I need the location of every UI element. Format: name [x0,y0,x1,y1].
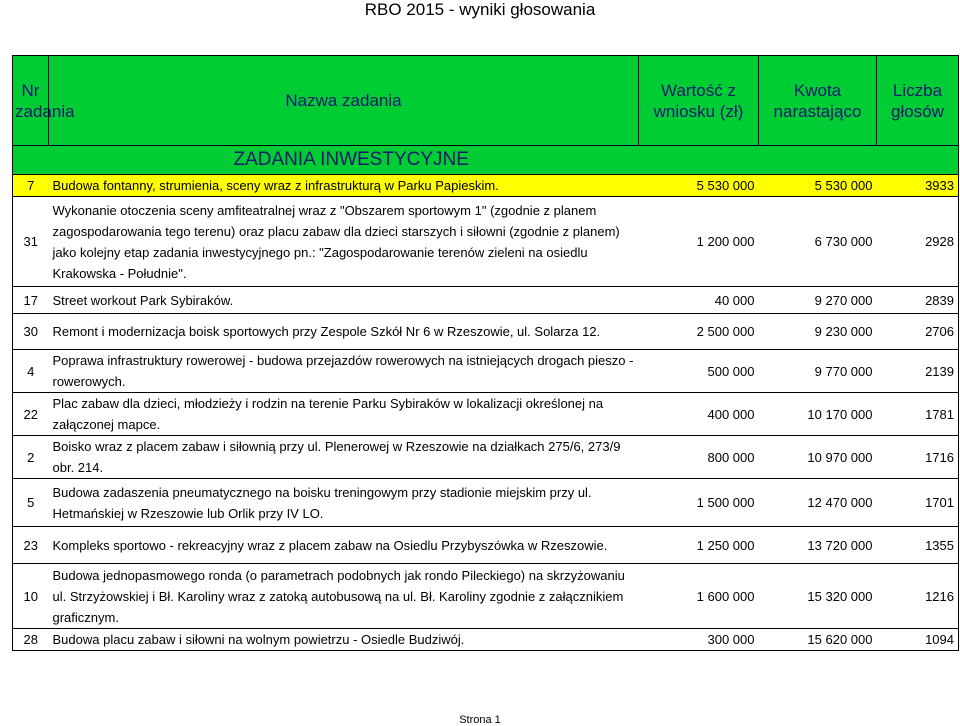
page-footer: Strona 1 [459,714,501,726]
task-value: 500 000 [639,350,759,393]
task-name: Budowa placu zabaw i siłowni na wolnym powietrzu - Osiedle Budziwój. [49,629,639,651]
header-cumulative: Kwota narastająco [759,56,877,146]
task-votes: 3933 [877,175,959,197]
task-votes: 1216 [877,564,959,629]
task-number: 7 [13,175,49,197]
task-name: Boisko wraz z placem zabaw i siłownią przy ul. Plenerowej w Rzeszowie na działkach 275/6, 273/9 obr. 214. [49,436,639,479]
table-row [13,393,959,436]
table-row [13,527,959,564]
task-votes: 1355 [877,527,959,564]
task-number: 4 [13,350,49,393]
task-number: 5 [13,479,49,527]
task-cumulative: 6 730 000 [759,197,877,287]
task-name: Kompleks sportowo - rekreacyjny wraz z placem zabaw na Osiedlu Przybyszówka w Rzeszowie. [49,527,639,564]
task-votes: 2706 [877,314,959,350]
task-name: Wykonanie otoczenia sceny amfiteatralnej wraz z "Obszarem sportowym 1" (zgodnie z planem zagospodarowania tego terenu) oraz placu zabaw dla dzieci starszych i siłowni (zgodnie z planem) jako kolejny etap zadania inwestycyjnego pn.: "Zagospodarowanie terenów zieleni na osiedlu Krakowska - Południe". [49,197,639,287]
task-value: 5 530 000 [639,175,759,197]
task-cumulative: 10 970 000 [759,436,877,479]
task-cumulative: 10 170 000 [759,393,877,436]
table-row [13,564,959,629]
table-row [13,479,959,527]
task-number: 10 [13,564,49,629]
task-value: 2 500 000 [639,314,759,350]
task-number: 17 [13,287,49,314]
header-nr: Nr zadania [13,56,49,146]
header-votes: Liczba głosów [877,56,959,146]
task-votes: 2839 [877,287,959,314]
task-cumulative: 9 770 000 [759,350,877,393]
task-votes: 2139 [877,350,959,393]
task-votes: 2928 [877,197,959,287]
task-votes: 1701 [877,479,959,527]
task-name: Budowa zadaszenia pneumatycznego na boisku treningowym przy stadionie miejskim przy ul. Hetmańskiej w Rzeszowie lub Orlik przy IV LO. [49,479,639,527]
task-name: Poprawa infrastruktury rowerowej - budowa przejazdów rowerowych na istniejących drogach pieszo - rowerowych. [49,350,639,393]
header-name: Nazwa zadania [49,56,639,146]
task-value: 300 000 [639,629,759,651]
task-number: 30 [13,314,49,350]
task-number: 31 [13,197,49,287]
table-row [13,314,959,350]
task-number: 2 [13,436,49,479]
task-cumulative: 9 230 000 [759,314,877,350]
task-cumulative: 9 270 000 [759,287,877,314]
section-title: ZADANIA INWESTYCYJNE [49,146,639,175]
task-votes: 1094 [877,629,959,651]
task-value: 1 600 000 [639,564,759,629]
task-votes: 1716 [877,436,959,479]
task-name: Plac zabaw dla dzieci, młodzieży i rodzin na terenie Parku Sybiraków w lokalizacji określonej na załączonej mapce. [49,393,639,436]
task-cumulative: 15 620 000 [759,629,877,651]
header-value: Wartość z wniosku (zł) [639,56,759,146]
table-row [13,287,959,314]
task-name: Budowa jednopasmowego ronda (o parametrach podobnych jak rondo Pileckiego) na skrzyżowaniu ul. Strzyżowskiej i Bł. Karoliny wraz z zatoką autobusową na ul. Bł. Karoliny zgodnie z załącznikiem graficznym. [49,564,639,629]
task-value: 1 250 000 [639,527,759,564]
section-row [13,146,959,175]
task-number: 23 [13,527,49,564]
task-value: 400 000 [639,393,759,436]
task-value: 40 000 [639,287,759,314]
task-name: Remont i modernizacja boisk sportowych przy Zespole Szkół Nr 6 w Rzeszowie, ul. Solarza 12. [49,314,639,350]
task-votes: 1781 [877,393,959,436]
task-value: 1 200 000 [639,197,759,287]
task-cumulative: 15 320 000 [759,564,877,629]
table-header-row [13,56,959,146]
task-cumulative: 5 530 000 [759,175,877,197]
table-row [13,175,959,197]
task-name: Street workout Park Sybiraków. [49,287,639,314]
task-number: 22 [13,393,49,436]
task-cumulative: 13 720 000 [759,527,877,564]
task-value: 800 000 [639,436,759,479]
task-cumulative: 12 470 000 [759,479,877,527]
page-title: RBO 2015 - wyniki głosowania [364,0,596,19]
table-row [13,629,959,651]
task-name: Budowa fontanny, strumienia, sceny wraz z infrastrukturą w Parku Papieskim. [49,175,639,197]
table-row [13,197,959,287]
results-table [12,55,959,651]
table-row [13,436,959,479]
task-number: 28 [13,629,49,651]
task-value: 1 500 000 [639,479,759,527]
table-row [13,350,959,393]
